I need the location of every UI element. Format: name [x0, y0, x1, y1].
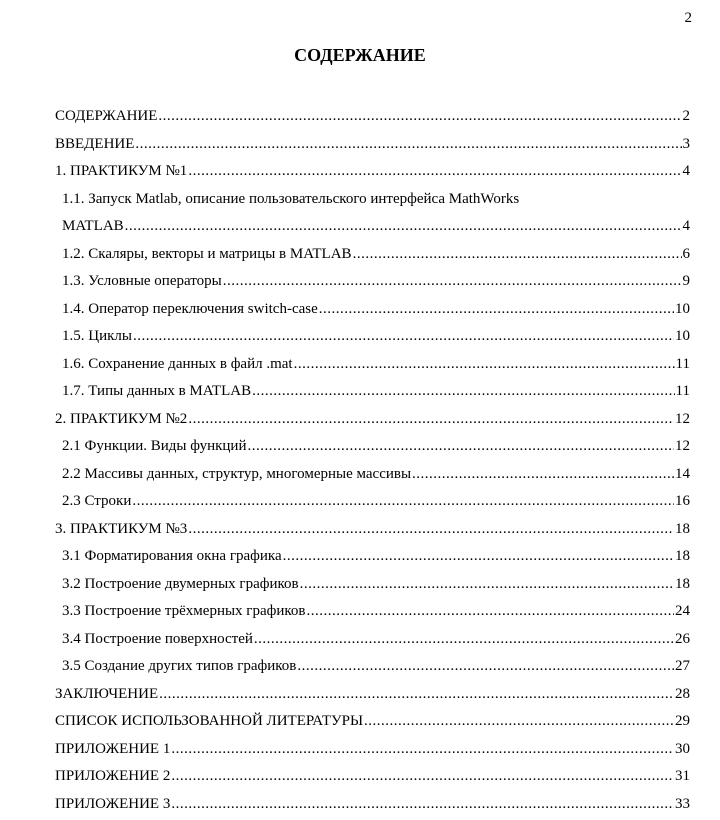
toc-entry-page: 4 — [682, 163, 690, 179]
toc-entry[interactable] — [55, 131, 690, 159]
toc-entry-title: ВВЕДЕНИЕ — [55, 135, 135, 152]
toc-entry-page: 18 — [675, 575, 690, 592]
toc-entry[interactable] — [55, 461, 690, 489]
toc-entry[interactable] — [55, 571, 690, 599]
dot-leader — [135, 131, 681, 159]
toc-entry-title: 1.4. Оператор переключения switch-case — [62, 300, 318, 317]
toc-entry-page: 3 — [682, 135, 690, 152]
toc-entry[interactable] — [55, 406, 690, 434]
dot-leader — [171, 791, 674, 819]
toc-entry-title: 1.6. Сохранение данных в файл .mat — [62, 355, 293, 372]
toc-entry-page: 9 — [682, 273, 690, 289]
toc-entry-page: 10 — [675, 300, 690, 317]
toc-entry-page: 14 — [675, 465, 690, 482]
toc-entry[interactable] — [55, 158, 690, 186]
toc-entry-title: 3. ПРАКТИКУМ №3 — [55, 520, 188, 537]
toc-entry-page: 30 — [675, 740, 690, 757]
dot-leader — [188, 516, 674, 544]
toc-entry-title: 3.3 Построение трёхмерных графиков — [62, 603, 306, 619]
dot-leader — [188, 406, 674, 434]
toc-entry-page: 16 — [675, 493, 690, 509]
toc-entry-title: 2.1 Функции. Виды функций — [62, 438, 247, 454]
toc-entry[interactable] — [55, 543, 690, 571]
toc-entry-title: 1.7. Типы данных в MATLAB — [62, 383, 252, 399]
toc-entry-page: 33 — [675, 795, 690, 812]
toc-entry-title: ЗАКЛЮЧЕНИЕ — [55, 685, 159, 702]
toc-entry-title: 3.1 Форматирования окна графика — [62, 548, 282, 564]
table-of-contents — [55, 103, 690, 818]
dot-leader — [252, 378, 674, 406]
toc-entry[interactable] — [55, 213, 690, 241]
toc-entry[interactable] — [55, 598, 690, 626]
toc-entry-page: 2 — [682, 108, 690, 124]
toc-entry-page: 18 — [675, 548, 690, 564]
toc-entry[interactable] — [55, 791, 690, 819]
toc-entry[interactable] — [55, 653, 690, 681]
toc-entry[interactable] — [55, 186, 690, 214]
toc-entry-title: 2.3 Строки — [62, 493, 132, 509]
dot-leader — [247, 433, 674, 461]
toc-entry-title: 1.1. Запуск Matlab, описание пользовательского интерфейса MathWorks — [62, 190, 520, 207]
dot-leader — [171, 736, 674, 764]
toc-entry-page: 18 — [675, 520, 690, 537]
toc-entry[interactable] — [55, 736, 690, 764]
toc-entry-title: 2.2 Массивы данных, структур, многомерные массивы — [62, 465, 412, 482]
dot-leader — [223, 268, 682, 296]
toc-entry-title: 1.5. Циклы — [62, 328, 132, 344]
toc-entry-title: ПРИЛОЖЕНИЕ 2 — [55, 768, 171, 784]
page-number: 2 — [684, 10, 692, 26]
toc-entry-title: СПИСОК ИСПОЛЬЗОВАННОЙ ЛИТЕРАТУРЫ — [55, 713, 364, 729]
dot-leader — [159, 681, 674, 709]
dot-leader — [283, 543, 674, 571]
page-title: СОДЕРЖАНИЕ — [294, 45, 426, 65]
toc-entry-title: 2. ПРАКТИКУМ №2 — [55, 410, 188, 427]
toc-entry-page: 10 — [675, 328, 690, 344]
toc-entry-page: 28 — [675, 685, 690, 702]
toc-entry-page: 4 — [682, 218, 690, 234]
toc-entry[interactable] — [55, 626, 690, 654]
toc-entry[interactable] — [55, 268, 690, 296]
toc-entry-title: 3.5 Создание других типов графиков — [62, 658, 297, 674]
dot-leader — [294, 351, 675, 379]
dot-leader — [158, 103, 681, 131]
dot-leader — [412, 461, 674, 489]
toc-entry-title: 3.2 Построение двумерных графиков — [62, 575, 299, 592]
toc-entry[interactable] — [55, 708, 690, 736]
toc-entry-page: 11 — [675, 383, 690, 399]
toc-entry-page: 26 — [675, 630, 690, 647]
toc-entry[interactable] — [55, 241, 690, 269]
toc-entry-page: 27 — [675, 658, 690, 674]
toc-entry[interactable] — [55, 351, 690, 379]
toc-entry-page: 24 — [675, 603, 690, 619]
toc-entry-page: 11 — [675, 355, 690, 372]
dot-leader — [132, 488, 674, 516]
toc-entry[interactable] — [55, 681, 690, 709]
toc-entry-title: ПРИЛОЖЕНИЕ 1 — [55, 740, 171, 757]
dot-leader — [125, 213, 682, 241]
dot-leader — [171, 763, 674, 791]
toc-entry-page: 6 — [682, 245, 690, 262]
dot-leader — [319, 296, 674, 324]
toc-entry[interactable] — [55, 323, 690, 351]
toc-entry[interactable] — [55, 516, 690, 544]
toc-entry-page: 31 — [675, 768, 690, 784]
toc-entry-title: 1. ПРАКТИКУМ №1 — [55, 163, 188, 179]
toc-entry-title: СОДЕРЖАНИЕ — [55, 108, 158, 124]
toc-entry-title: ПРИЛОЖЕНИЕ 3 — [55, 795, 171, 812]
dot-leader — [364, 708, 674, 736]
toc-entry-page: 12 — [675, 410, 690, 427]
toc-entry-page: 12 — [675, 438, 690, 454]
toc-entry[interactable] — [55, 378, 690, 406]
dot-leader — [188, 158, 681, 186]
toc-entry[interactable] — [55, 296, 690, 324]
toc-entry-title: 3.4 Построение поверхностей — [62, 630, 253, 647]
toc-entry-title: 1.2. Скаляры, векторы и матрицы в MATLAB — [62, 245, 352, 262]
toc-entry[interactable] — [55, 433, 690, 461]
dot-leader — [297, 653, 674, 681]
toc-entry-page: 29 — [675, 713, 690, 729]
dot-leader — [306, 598, 674, 626]
toc-entry[interactable] — [55, 763, 690, 791]
dot-leader — [133, 323, 674, 351]
toc-entry[interactable] — [55, 103, 690, 131]
dot-leader — [353, 241, 682, 269]
dot-leader — [300, 571, 674, 599]
toc-entry[interactable] — [55, 488, 690, 516]
dot-leader — [254, 626, 674, 654]
toc-entry-title: MATLAB — [62, 218, 124, 234]
toc-entry-title: 1.3. Условные операторы — [62, 273, 222, 289]
